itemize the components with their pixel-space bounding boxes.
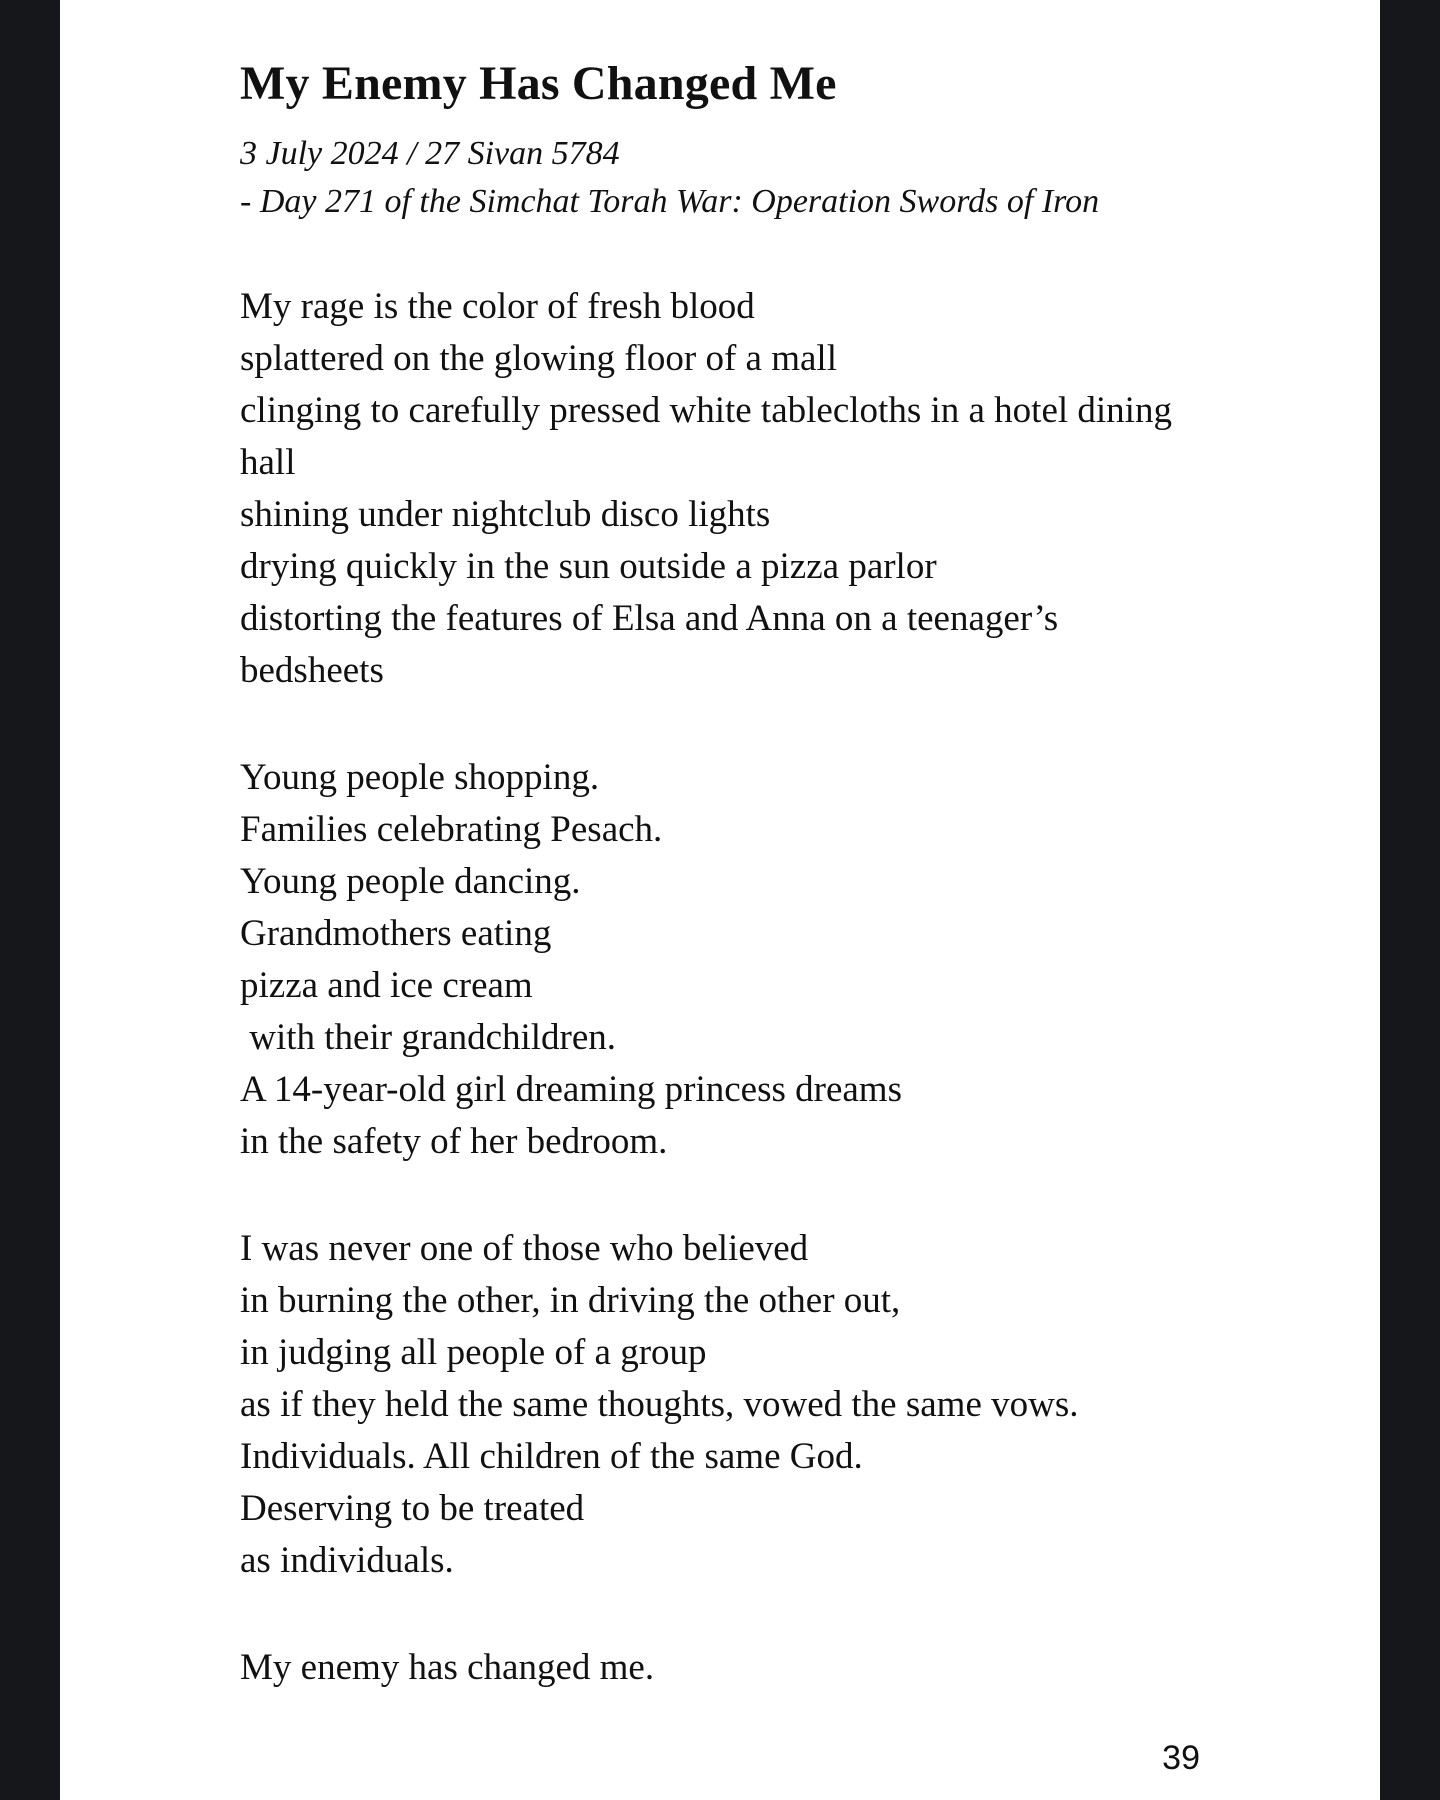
- stanza: [240, 281, 1280, 697]
- poem-line: bedsheets: [240, 650, 384, 691]
- poem-line: Individuals. All children of the same God.: [240, 1436, 863, 1477]
- document-page: [60, 0, 1380, 1800]
- poem-line: A 14-year-old girl dreaming princess dreams: [240, 1069, 902, 1110]
- poem-line: shining under nightclub disco lights: [240, 494, 771, 535]
- poem-line: clinging to carefully pressed white tablecloths in a hotel dining: [240, 390, 1172, 431]
- poem-line: with their grandchildren.: [240, 1017, 617, 1058]
- poem-line: as individuals.: [240, 1540, 454, 1581]
- poem-line: in judging all people of a group: [240, 1332, 707, 1373]
- poem-line: as if they held the same thoughts, vowed the same vows.: [240, 1384, 1079, 1425]
- page-number: 39: [1162, 1739, 1200, 1777]
- poem-line: Young people dancing.: [240, 861, 581, 902]
- poem-metadata: [240, 130, 1280, 226]
- stanza: [240, 752, 1280, 1168]
- poem-line: in burning the other, in driving the other out,: [240, 1280, 901, 1321]
- poem-line: pizza and ice cream: [240, 965, 533, 1006]
- stanza: [240, 1642, 1280, 1694]
- poem-line: Families celebrating Pesach.: [240, 809, 663, 850]
- poem-line: My enemy has changed me.: [240, 1647, 655, 1688]
- poem-line: hall: [240, 442, 296, 483]
- poem-line: drying quickly in the sun outside a pizza parlor: [240, 546, 937, 587]
- poem-line: in the safety of her bedroom.: [240, 1121, 668, 1162]
- poem-line: Deserving to be treated: [240, 1488, 585, 1529]
- poem-line: My rage is the color of fresh blood: [240, 286, 755, 327]
- poem-line: distorting the features of Elsa and Anna on a teenager’s: [240, 598, 1059, 639]
- poem-content: [240, 52, 1280, 1694]
- poem-line: I was never one of those who believed: [240, 1228, 809, 1269]
- poem-line: Young people shopping.: [240, 757, 600, 798]
- poem-line: Grandmothers eating: [240, 913, 552, 954]
- subtitle-line: - Day 271 of the Simchat Torah War: Operation Swords of Iron: [240, 183, 1100, 220]
- date-line: 3 July 2024 / 27 Sivan 5784: [240, 135, 620, 172]
- poem-line: splattered on the glowing floor of a mall: [240, 338, 837, 379]
- stanza: [240, 1223, 1280, 1587]
- poem-title: My Enemy Has Changed Me: [240, 57, 837, 110]
